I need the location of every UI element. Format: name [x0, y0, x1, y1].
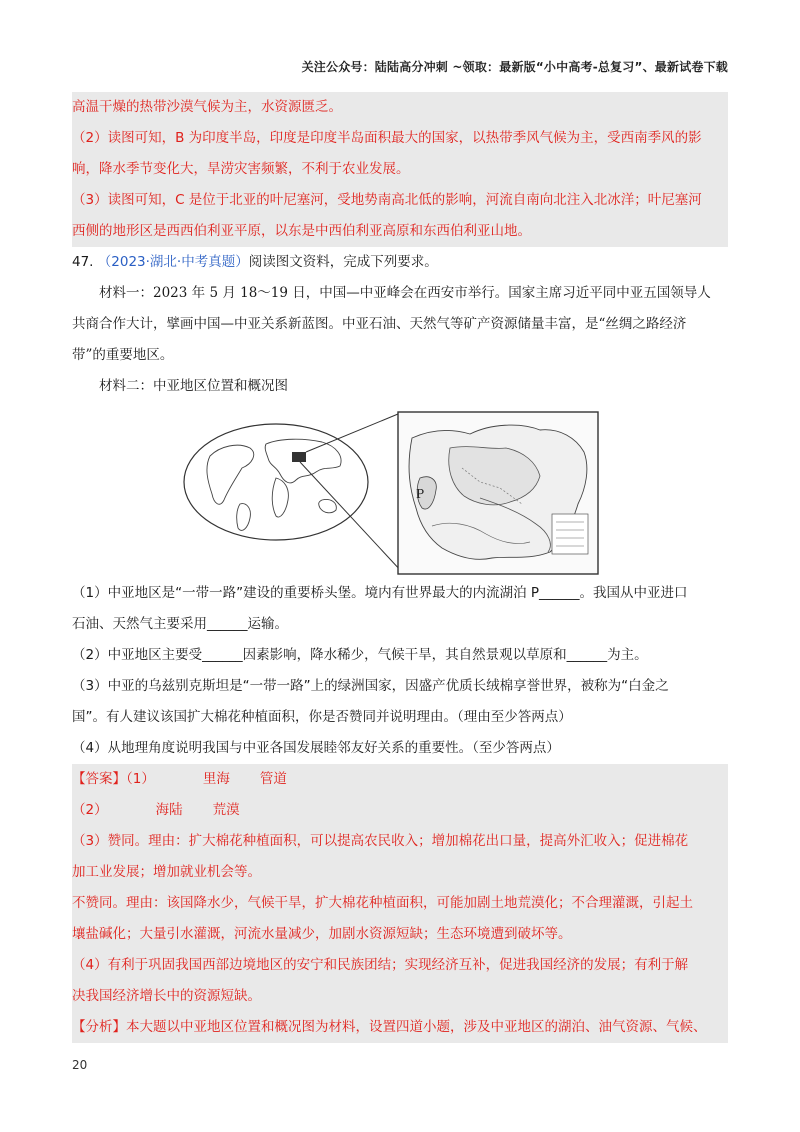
page-number: 20 [72, 1058, 88, 1072]
map-label-p: P [416, 487, 425, 501]
question-source: （2023·湖北·中考真题） [97, 254, 249, 270]
answer-3-line: 壤盐碱化；大量引水灌溉，河流水量减少，加剧水资源短缺；生态环境遭到破坏等。 [72, 926, 572, 942]
question-number: 47. [72, 254, 94, 270]
page-header: 关注公众号：陆陆高分冲刺 ~领取：最新版“小中高考-总复习”、最新试卷下载 [301, 60, 728, 74]
answer-block [72, 764, 728, 1043]
previous-answer-block [72, 92, 728, 247]
answer-2-value-1: 海陆 [155, 802, 183, 818]
answer-2-value-2: 荒漠 [212, 802, 240, 818]
inset-regional-map [398, 412, 598, 574]
answer-4-line: 决我国经济增长中的资源短缺。 [72, 988, 261, 1004]
page-content [72, 92, 728, 1043]
question-4: （4）从地理角度说明我国与中亚各国发展睦邻友好关系的重要性。（至少答两点） [72, 740, 560, 756]
question-3-line: （3）中亚的乌兹别克斯坦是“一带一路”上的绿洲国家，因盛产优质长绒棉享誉世界，被称为“白金之 [72, 678, 669, 694]
answer-3-line: 不赞同。理由：该国降水少，气候干旱，扩大棉花种植面积，可能加剧土地荒漠化；不合理灌溉，引起土 [72, 895, 693, 911]
map-figure [180, 408, 604, 578]
map-legend [552, 514, 588, 554]
question-1-line: 石油、天然气主要采用______运输。 [72, 616, 288, 632]
answer-3-line: （3）赞同。理由：扩大棉花种植面积，可以提高农民收入；增加棉花出口量，提高外汇收入；促进棉花 [72, 833, 689, 849]
central-asia-map [180, 408, 604, 578]
answer-2 [72, 795, 728, 826]
question-1-line: （1）中亚地区是“一带一路”建设的重要桥头堡。境内有世界最大的内流湖泊 P______。我国从中亚进口 [72, 585, 688, 601]
prev-answer-line: 西侧的地形区是西西伯利亚平原，以东是中西伯利亚高原和东西伯利亚山地。 [72, 223, 531, 239]
material-one-line: 带”的重要地区。 [72, 347, 174, 363]
material-two-caption: 材料二：中亚地区位置和概况图 [99, 378, 288, 394]
analysis-label: 【分析】 [72, 1019, 126, 1035]
answer-4-line: （4）有利于巩固我国西部边境地区的安宁和民族团结；实现经济互补，促进我国经济的发展；有利于解 [72, 957, 689, 973]
analysis-text: 本大题以中亚地区位置和概况图为材料，设置四道小题，涉及中亚地区的湖泊、油气资源、气候、 [126, 1019, 707, 1035]
central-asia-highlight [292, 452, 306, 462]
prev-answer-line: （3）读图可知，C 是位于北亚的叶尼塞河，受地势南高北低的影响，河流自南向北注入北冰洋；叶尼塞河 [72, 192, 702, 208]
world-map [184, 424, 368, 540]
answer-3-line: 加工业发展；增加就业机会等。 [72, 864, 261, 880]
material-one-line: 材料一：2023 年 5 月 18～19 日，中国—中亚峰会在西安市举行。国家主席习近平同中亚五国领导人 [99, 285, 711, 301]
answer-1-value-1: 里海 [202, 771, 230, 787]
question-heading [72, 247, 728, 278]
answer-label: 【答案】 [72, 771, 126, 787]
analysis [72, 1012, 728, 1043]
question-3-line: 国”。有人建议该国扩大棉花种植面积，你是否赞同并说明理由。（理由至少答两点） [72, 709, 572, 725]
prev-answer-line: 响，降水季节变化大，旱涝灾害频繁，不利于农业发展。 [72, 161, 410, 177]
answer-1 [72, 764, 728, 795]
prev-answer-line: （2）读图可知，B 为印度半岛，印度是印度半岛面积最大的国家，以热带季风气候为主，受西南季风的影 [72, 130, 702, 146]
question-2: （2）中亚地区主要受______因素影响，降水稀少，气候干旱，其自然景观以草原和______为主。 [72, 647, 648, 663]
answer-1-number: （1） [126, 771, 155, 787]
answer-2-number: （2） [72, 802, 108, 818]
prev-answer-line: 高温干燥的热带沙漠气候为主，水资源匮乏。 [72, 99, 342, 115]
material-one-line: 共商合作大计，擘画中国—中亚关系新蓝图。中亚石油、天然气等矿产资源储量丰富，是“丝绸之路经济 [72, 316, 687, 332]
question-instruction: 阅读图文资料，完成下列要求。 [248, 254, 438, 270]
answer-1-value-2: 管道 [259, 771, 287, 787]
